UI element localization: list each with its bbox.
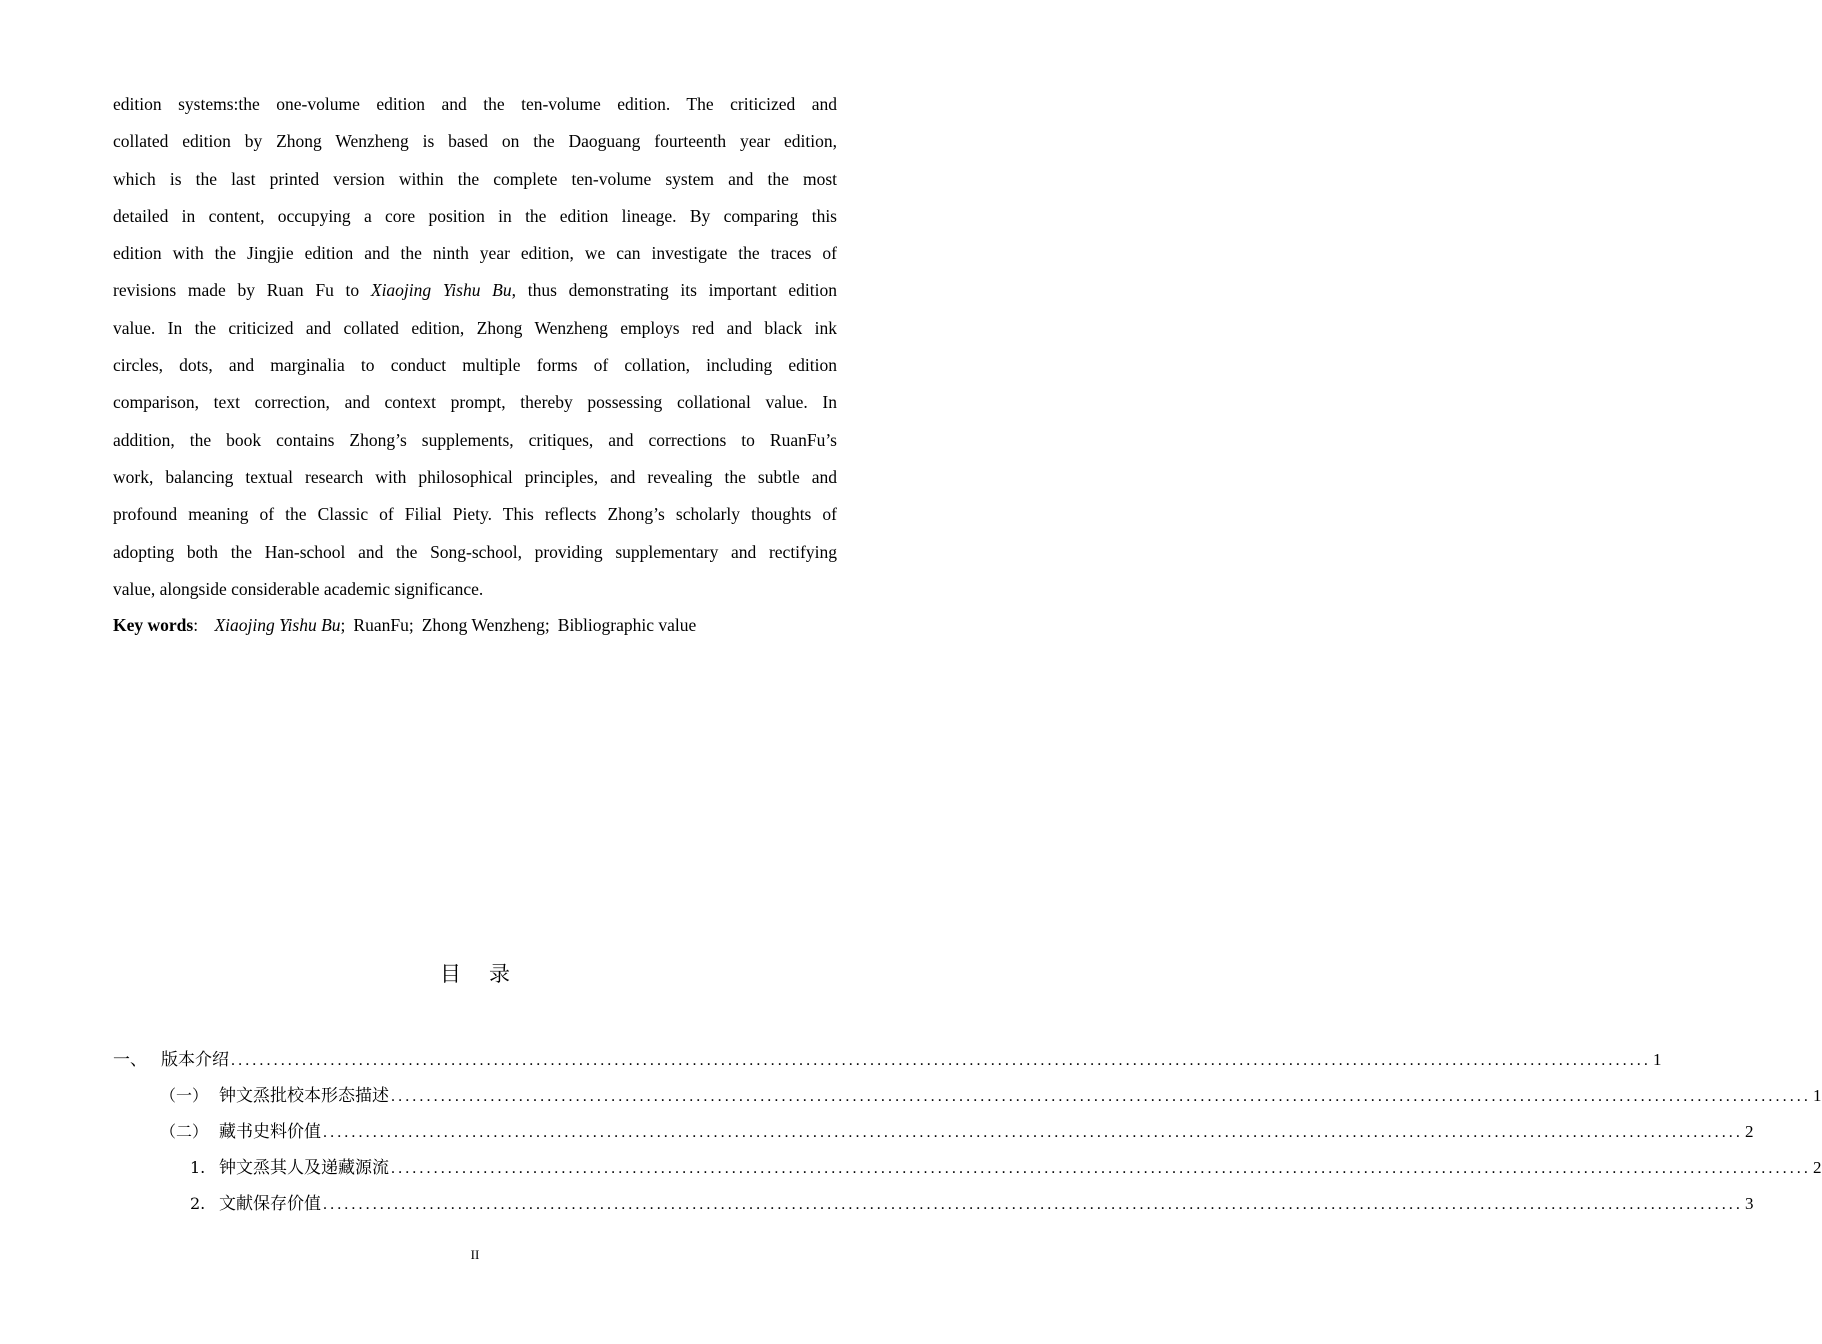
keywords-colon: : [193, 615, 199, 635]
keyword-item: Bibliographic value [557, 615, 697, 635]
toc-entry-page: 2 [1745, 1122, 1754, 1141]
toc-entry[interactable] [113, 1187, 1754, 1223]
keywords-label: Key words [113, 615, 194, 635]
keywords-line [113, 610, 837, 640]
toc-leader-dots: ........................................................................................................................................................................................................ [231, 1052, 1651, 1069]
toc-entry-page: 1 [1653, 1050, 1662, 1069]
keyword-item: Zhong Wenzheng; [421, 615, 550, 635]
abstract-text [113, 86, 837, 608]
toc-entry-label: 钟文烝其人及递藏源流 [219, 1158, 389, 1178]
toc-entry[interactable] [113, 1151, 1822, 1187]
abstract-line: revisions made by Ruan Fu to Xiaojing Yishu Bu, thus demonstrating its important edition [113, 280, 838, 301]
abstract-line: profound meaning of the Classic of Filial Piety. This reflects Zhong’s scholarly thoughts of [113, 504, 837, 525]
toc-entry-label: 版本介绍 [161, 1050, 229, 1070]
abstract-line: work, balancing textual research with philosophical principles, and revealing the subtle and [113, 466, 837, 487]
abstract-line: collated edition by Zhong Wenzheng is based on the Daoguang fourteenth year edition, [113, 131, 837, 152]
toc-entry-label: 钟文烝批校本形态描述 [219, 1086, 389, 1106]
toc-entry-page: 1 [1813, 1086, 1822, 1105]
abstract-line: detailed in content, occupying a core position in the edition lineage. By comparing this [113, 205, 837, 226]
toc-entry-label: 文献保存价值 [219, 1194, 321, 1214]
abstract-line: adopting both the Han-school and the Song-school, providing supplementary and rectifying [113, 541, 837, 562]
abstract-line: comparison, text correction, and context prompt, thereby possessing collational value. In [113, 392, 837, 413]
toc-entry-page: 2 [1813, 1158, 1822, 1177]
abstract-line: edition with the Jingjie edition and the ninth year edition, we can investigate the traces of [113, 243, 837, 264]
abstract-line: which is the last printed version within the complete ten-volume system and the most [113, 168, 837, 189]
abstract-line: addition, the book contains Zhong’s supplements, critiques, and corrections to RuanFu’s [113, 429, 837, 450]
toc-entry-number: 2. [190, 1194, 206, 1213]
toc-entry-number: （一） [160, 1086, 209, 1105]
toc-entry-number: 一、 [113, 1050, 147, 1070]
toc-entry[interactable] [113, 1115, 1754, 1151]
keyword-item: RuanFu; [353, 615, 414, 635]
toc-leader-dots: ........................................................................................................................................................................................................ [391, 1160, 1811, 1177]
toc-leader-dots: ........................................................................................................................................................................................................ [323, 1196, 1743, 1213]
toc-entry-number: 1. [190, 1158, 206, 1177]
book-title-italic: Xiaojing Yishu Bu [370, 280, 512, 301]
abstract-line: value. In the criticized and collated edition, Zhong Wenzheng employs red and black ink [113, 317, 837, 338]
table-of-contents [113, 1043, 1822, 1223]
toc-leader-dots: ........................................................................................................................................................................................................ [323, 1124, 1743, 1141]
toc-entry-label: 藏书史料价值 [219, 1122, 321, 1142]
toc-title: 目录 [440, 962, 538, 986]
keyword-item: Xiaojing Yishu Bu; [214, 615, 346, 635]
abstract-line: circles, dots, and marginalia to conduct multiple forms of collation, including edition [113, 355, 837, 376]
page-number: II [470, 1247, 480, 1262]
abstract-line: edition systems:the one-volume edition and the ten-volume edition. The criticized and [113, 94, 837, 114]
toc-entry-number: （二） [160, 1122, 209, 1141]
abstract-line: value, alongside considerable academic significance. [113, 578, 484, 599]
toc-entry[interactable] [113, 1043, 1662, 1079]
toc-entry-page: 3 [1745, 1194, 1754, 1213]
toc-leader-dots: ........................................................................................................................................................................................................ [391, 1088, 1811, 1105]
keywords-list [214, 615, 704, 635]
toc-entry[interactable] [113, 1079, 1822, 1115]
